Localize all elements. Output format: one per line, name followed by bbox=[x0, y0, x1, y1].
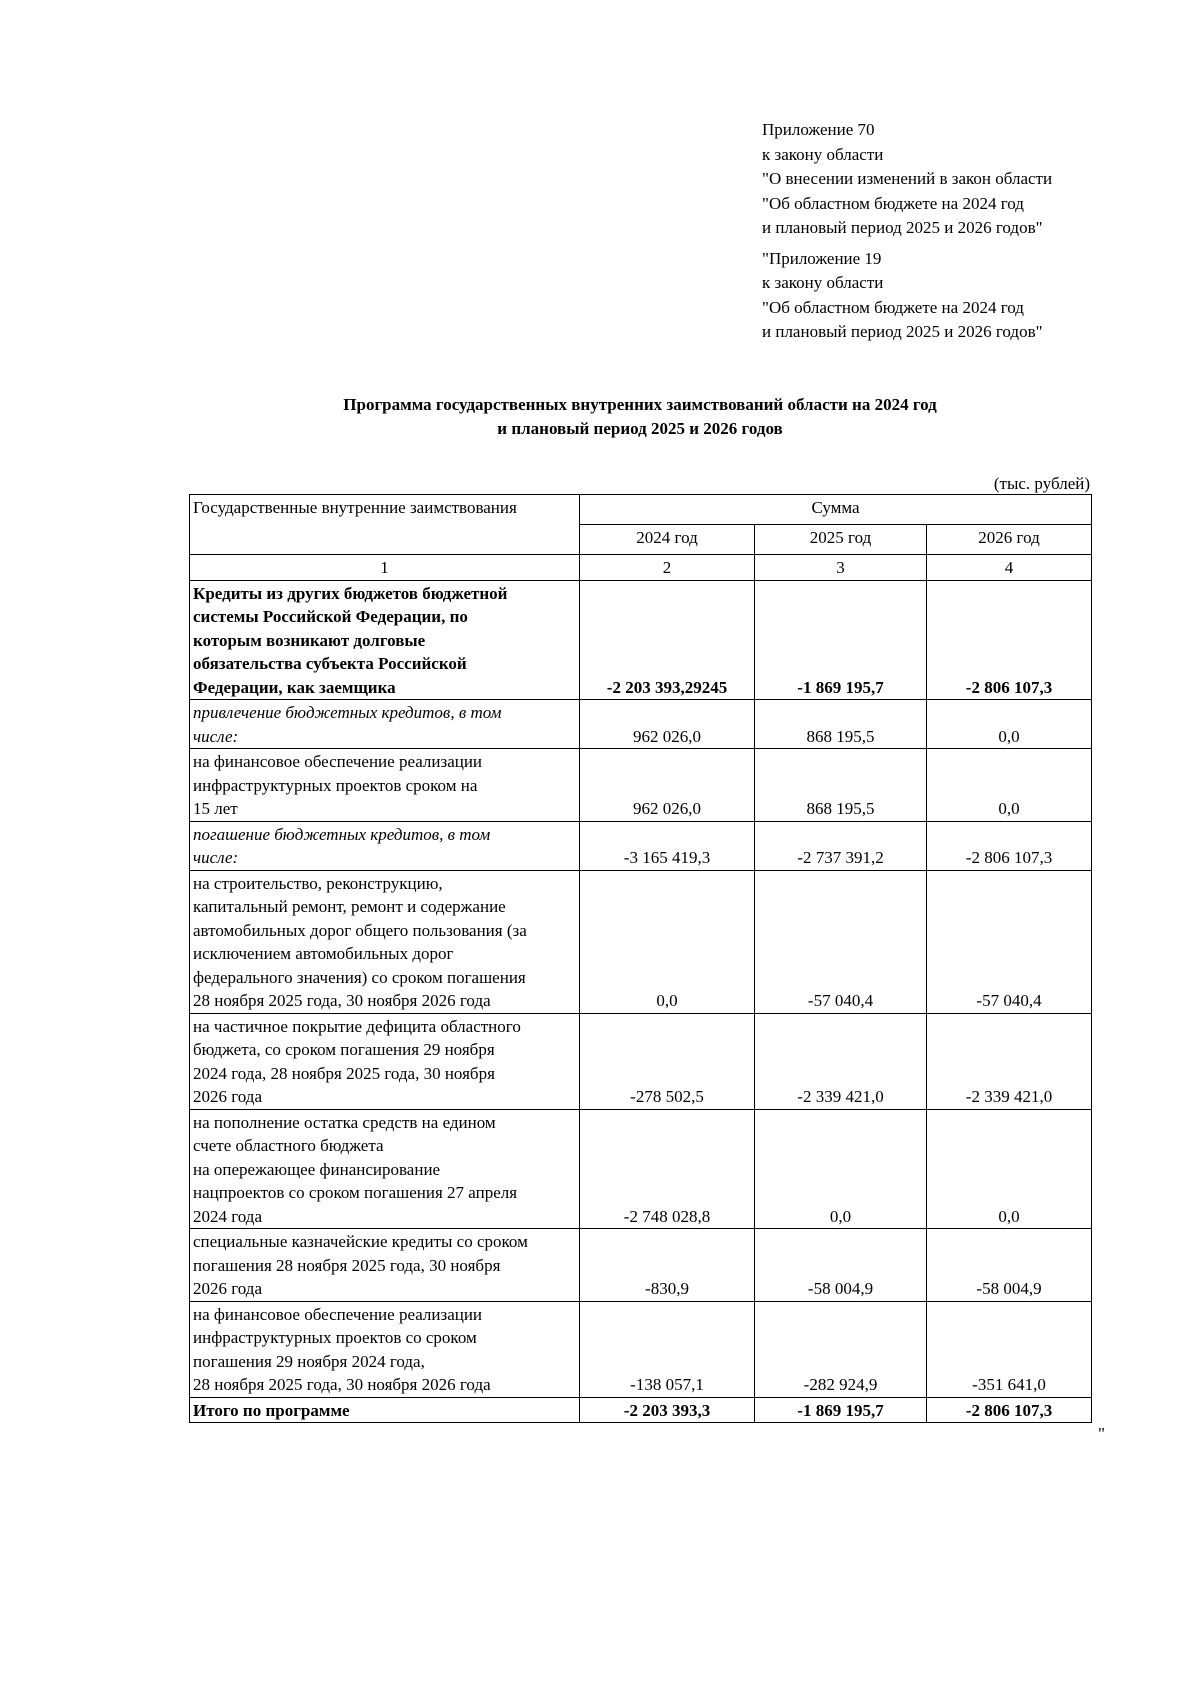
row-description-line: привлечение бюджетных кредитов, в том bbox=[193, 703, 502, 722]
column-number: 1 bbox=[190, 555, 580, 581]
row-value: -3 165 419,3 bbox=[580, 821, 755, 870]
total-value: -1 869 195,7 bbox=[755, 1397, 927, 1423]
row-description-line: обязательства субъекта Российской bbox=[193, 654, 467, 673]
row-value: 0,0 bbox=[927, 749, 1092, 822]
row-description-line: 2026 года bbox=[193, 1279, 263, 1298]
row-description-line: счете областного бюджета bbox=[193, 1136, 384, 1155]
row-value: 0,0 bbox=[927, 1109, 1092, 1229]
table-total-row bbox=[190, 1397, 1092, 1423]
row-value: -2 339 421,0 bbox=[927, 1013, 1092, 1109]
row-value: -351 641,0 bbox=[927, 1301, 1092, 1397]
table-row bbox=[190, 700, 1092, 749]
row-value: -57 040,4 bbox=[755, 870, 927, 1013]
column-number: 3 bbox=[755, 555, 927, 581]
table-row bbox=[190, 749, 1092, 822]
row-value: -2 339 421,0 bbox=[755, 1013, 927, 1109]
row-description-line: автомобильных дорог общего пользования (за bbox=[193, 920, 527, 940]
table-row bbox=[190, 1301, 1092, 1397]
row-description-line: на финансовое обеспечение реализации bbox=[193, 752, 483, 771]
row-value: -2 748 028,8 bbox=[580, 1109, 755, 1229]
row-description-line: исключением автомобильных дорог bbox=[193, 944, 454, 963]
row-value: -282 924,9 bbox=[755, 1301, 927, 1397]
row-value: -2 737 391,2 bbox=[755, 821, 927, 870]
header-borrowings: Государственные внутренние заимствования bbox=[190, 495, 580, 555]
table-column-numbers-row bbox=[190, 555, 1092, 581]
row-description bbox=[190, 580, 580, 700]
row-description-line: на опережающее финансирование bbox=[193, 1159, 441, 1179]
document-title-line-2: и плановый период 2025 и 2026 годов bbox=[497, 419, 783, 438]
row-description bbox=[190, 821, 580, 870]
row-description-line: числе: bbox=[193, 848, 239, 867]
header-year: 2026 год bbox=[927, 525, 1092, 555]
row-description-line: числе: bbox=[193, 726, 239, 746]
table-row bbox=[190, 1013, 1092, 1109]
row-description-line: 28 ноября 2025 года, 30 ноября 2026 года bbox=[193, 991, 491, 1010]
document-title-line-1: Программа государственных внутренних заимствований области на 2024 год bbox=[343, 395, 937, 414]
row-value: -278 502,5 bbox=[580, 1013, 755, 1109]
annex-line: Приложение 70 bbox=[762, 120, 875, 139]
row-description bbox=[190, 1109, 580, 1229]
total-label: Итого по программе bbox=[190, 1397, 580, 1423]
row-description-line: специальные казначейские кредиты со сроком bbox=[193, 1232, 528, 1251]
row-description-line: погашения 28 ноября 2025 года, 30 ноября bbox=[193, 1255, 501, 1275]
annex-line: "О внесении изменений в закон области bbox=[762, 169, 1053, 188]
row-value: -2 806 107,3 bbox=[927, 580, 1092, 700]
units-label: (тыс. рублей) bbox=[993, 474, 1090, 493]
table-row bbox=[190, 870, 1092, 1013]
table-row bbox=[190, 580, 1092, 700]
total-value: -2 806 107,3 bbox=[927, 1397, 1092, 1423]
document-title bbox=[190, 393, 1090, 441]
annex-line: "Об областном бюджете на 2024 год bbox=[762, 193, 1024, 213]
row-description bbox=[190, 870, 580, 1013]
row-description-line: 2024 года, 28 ноября 2025 года, 30 ноября bbox=[193, 1063, 495, 1083]
row-description-line: погашение бюджетных кредитов, в том bbox=[193, 824, 491, 844]
inner-annex-line: "Об областном бюджете на 2024 год bbox=[762, 297, 1024, 317]
table-row bbox=[190, 821, 1092, 870]
total-value: -2 203 393,3 bbox=[580, 1397, 755, 1423]
row-value: 868 195,5 bbox=[755, 749, 927, 822]
row-description-line: инфраструктурных проектов со сроком bbox=[193, 1328, 477, 1347]
row-description-line: Федерации, как заемщика bbox=[193, 677, 396, 697]
row-description bbox=[190, 1301, 580, 1397]
header-sum: Сумма bbox=[580, 495, 1092, 525]
row-description-line: 28 ноября 2025 года, 30 ноября 2026 года bbox=[193, 1375, 491, 1394]
annex-line: и плановый период 2025 и 2026 годов" bbox=[762, 218, 1043, 237]
annex-header bbox=[762, 118, 1182, 345]
table-row bbox=[190, 1229, 1092, 1302]
row-description-line: 15 лет bbox=[193, 799, 238, 818]
row-description-line: нацпроектов со сроком погашения 27 апреля bbox=[193, 1183, 518, 1202]
table-row bbox=[190, 1109, 1092, 1229]
row-description-line: на финансовое обеспечение реализации bbox=[193, 1304, 483, 1324]
row-description-line: бюджета, со сроком погашения 29 ноября bbox=[193, 1040, 495, 1059]
row-description-line: федерального значения) со сроком погашения bbox=[193, 967, 526, 987]
row-value: -57 040,4 bbox=[927, 870, 1092, 1013]
column-number: 4 bbox=[927, 555, 1092, 581]
row-description-line: системы Российской Федерации, по bbox=[193, 607, 468, 626]
row-description-line: на пополнение остатка средств на едином bbox=[193, 1112, 496, 1132]
borrowing-table bbox=[189, 494, 1092, 1423]
inner-annex-line: и плановый период 2025 и 2026 годов" bbox=[762, 322, 1043, 341]
row-description bbox=[190, 1229, 580, 1302]
row-value: -58 004,9 bbox=[927, 1229, 1092, 1302]
row-description-line: 2024 года bbox=[193, 1206, 263, 1226]
row-value: -58 004,9 bbox=[755, 1229, 927, 1302]
closing-quote: " bbox=[1098, 1424, 1105, 1443]
row-description-line: на частичное покрытие дефицита областного bbox=[193, 1016, 521, 1036]
row-description-line: на строительство, реконструкцию, bbox=[193, 873, 443, 893]
row-value: 0,0 bbox=[927, 700, 1092, 749]
table-header-row bbox=[190, 495, 1092, 525]
header-year: 2024 год bbox=[580, 525, 755, 555]
row-description bbox=[190, 749, 580, 822]
row-description bbox=[190, 700, 580, 749]
row-value: 0,0 bbox=[580, 870, 755, 1013]
row-value: -1 869 195,7 bbox=[755, 580, 927, 700]
row-value: -2 203 393,29245 bbox=[580, 580, 755, 700]
row-value: -830,9 bbox=[580, 1229, 755, 1302]
row-description-line: Кредиты из других бюджетов бюджетной bbox=[193, 583, 508, 603]
row-value: 0,0 bbox=[755, 1109, 927, 1229]
row-description-line: капитальный ремонт, ремонт и содержание bbox=[193, 897, 506, 916]
column-number: 2 bbox=[580, 555, 755, 581]
row-description-line: 2026 года bbox=[193, 1087, 263, 1106]
inner-annex-line: "Приложение 19 bbox=[762, 248, 882, 268]
row-value: -2 806 107,3 bbox=[927, 821, 1092, 870]
header-year: 2025 год bbox=[755, 525, 927, 555]
row-value: -138 057,1 bbox=[580, 1301, 755, 1397]
inner-annex-line: к закону области bbox=[762, 273, 884, 292]
row-value: 962 026,0 bbox=[580, 700, 755, 749]
row-description-line: которым возникают долговые bbox=[193, 630, 426, 650]
row-value: 962 026,0 bbox=[580, 749, 755, 822]
row-value: 868 195,5 bbox=[755, 700, 927, 749]
row-description bbox=[190, 1013, 580, 1109]
annex-line: к закону области bbox=[762, 144, 884, 164]
row-description-line: погашения 29 ноября 2024 года, bbox=[193, 1351, 425, 1371]
row-description-line: инфраструктурных проектов сроком на bbox=[193, 775, 478, 795]
